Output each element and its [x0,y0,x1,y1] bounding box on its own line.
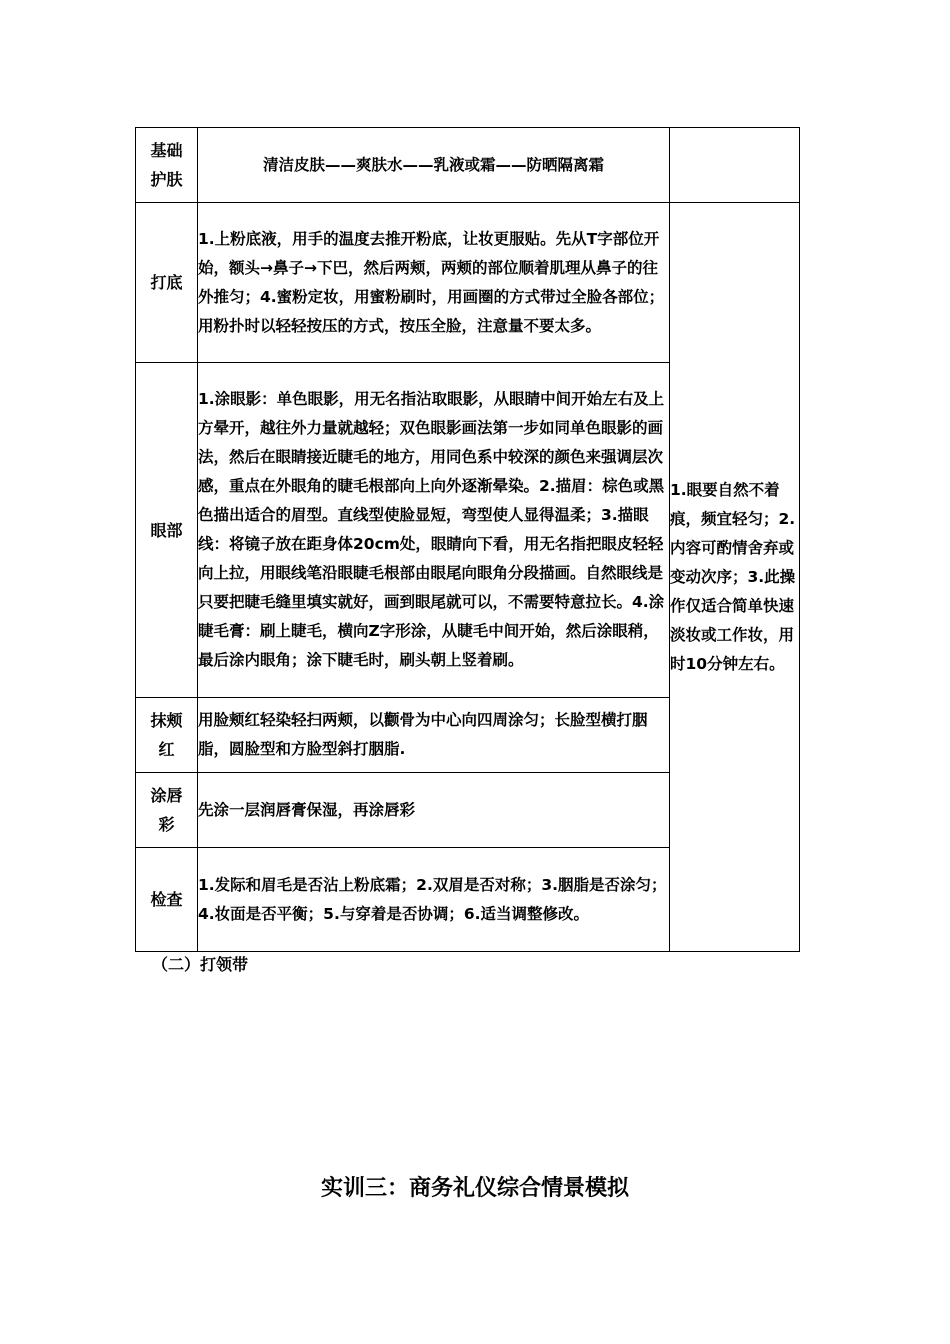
note-cell: 1.眼要自然不着痕，频宜轻匀；2.内容可酌情舍弃或变动次序；3.此操作仅适合简单快速淡妆或工作妆，用时10分钟左右。 [670,203,800,952]
step-name-cell: 眼部 [136,363,198,698]
step-name: 基础护肤 [150,141,183,189]
step-name: 抹颊红 [150,711,183,759]
makeup-steps-table [135,127,800,952]
step-name: 涂唇彩 [150,786,183,834]
step-name-cell: 打底 [136,203,198,363]
step-content-cell: 1.上粉底液，用手的温度去推开粉底，让妆更服贴。先从T字部位开始，额头→鼻子→下巴，然后两颊，两颊的部位顺着肌理从鼻子的往外推匀；4.蜜粉定妆，用蜜粉刷时，用画圈的方式带过全脸各部位；用粉扑时以轻轻按压的方式，按压全脸，注意量不要太多。 [198,203,670,363]
step-content-cell: 1.涂眼影：单色眼影，用无名指沾取眼影，从眼睛中间开始左右及上方晕开，越往外力量就越轻；双色眼影画法第一步如同单色眼影的画法，然后在眼睛接近睫毛的地方，用同色系中较深的颜色来强调层次感，重点在外眼角的睫毛根部向上向外逐渐晕染。2.描眉：棕色或黑色描出适合的眉型。直线型使脸显短，弯型使人显得温柔；3.描眼线：将镜子放在距身体20cm处，眼睛向下看，用无名指把眼皮轻轻向上拉，用眼线笔沿眼睫毛根部由眼尾向眼角分段描画。自然眼线是只要把睫毛缝里填实就好，画到眼尾就可以，不需要特意拉长。4.涂睫毛膏：刷上睫毛，横向Z字形涂，从睫毛中间开始，然后涂眼稍，最后涂内眼角；涂下睫毛时，刷头朝上竖着刷。 [198,363,670,698]
step-name-cell: 检查 [136,848,198,952]
step-name-cell [136,128,198,203]
table-row [136,128,800,203]
page-title: 实训三：商务礼仪综合情景模拟 [320,1176,629,1201]
step-name-cell [136,698,198,773]
empty-note-cell [670,128,800,203]
table-row [136,203,800,363]
section-heading: （二）打领带 [152,955,249,974]
step-content-cell: 1.发际和眉毛是否沾上粉底霜；2.双眉是否对称；3.胭脂是否涂匀；4.妆面是否平衡；5.与穿着是否协调；6.适当调整修改。 [198,848,670,952]
step-content-cell: 先涂一层润唇膏保湿，再涂唇彩 [198,773,670,848]
step-content-cell: 用脸颊红轻染轻扫两颊，以颧骨为中心向四周涂匀；长脸型横打胭脂，圆脸型和方脸型斜打胭脂. [198,698,670,773]
step-name-cell [136,773,198,848]
step-content-cell: 清洁皮肤——爽肤水——乳液或霜——防晒隔离霜 [198,128,670,203]
